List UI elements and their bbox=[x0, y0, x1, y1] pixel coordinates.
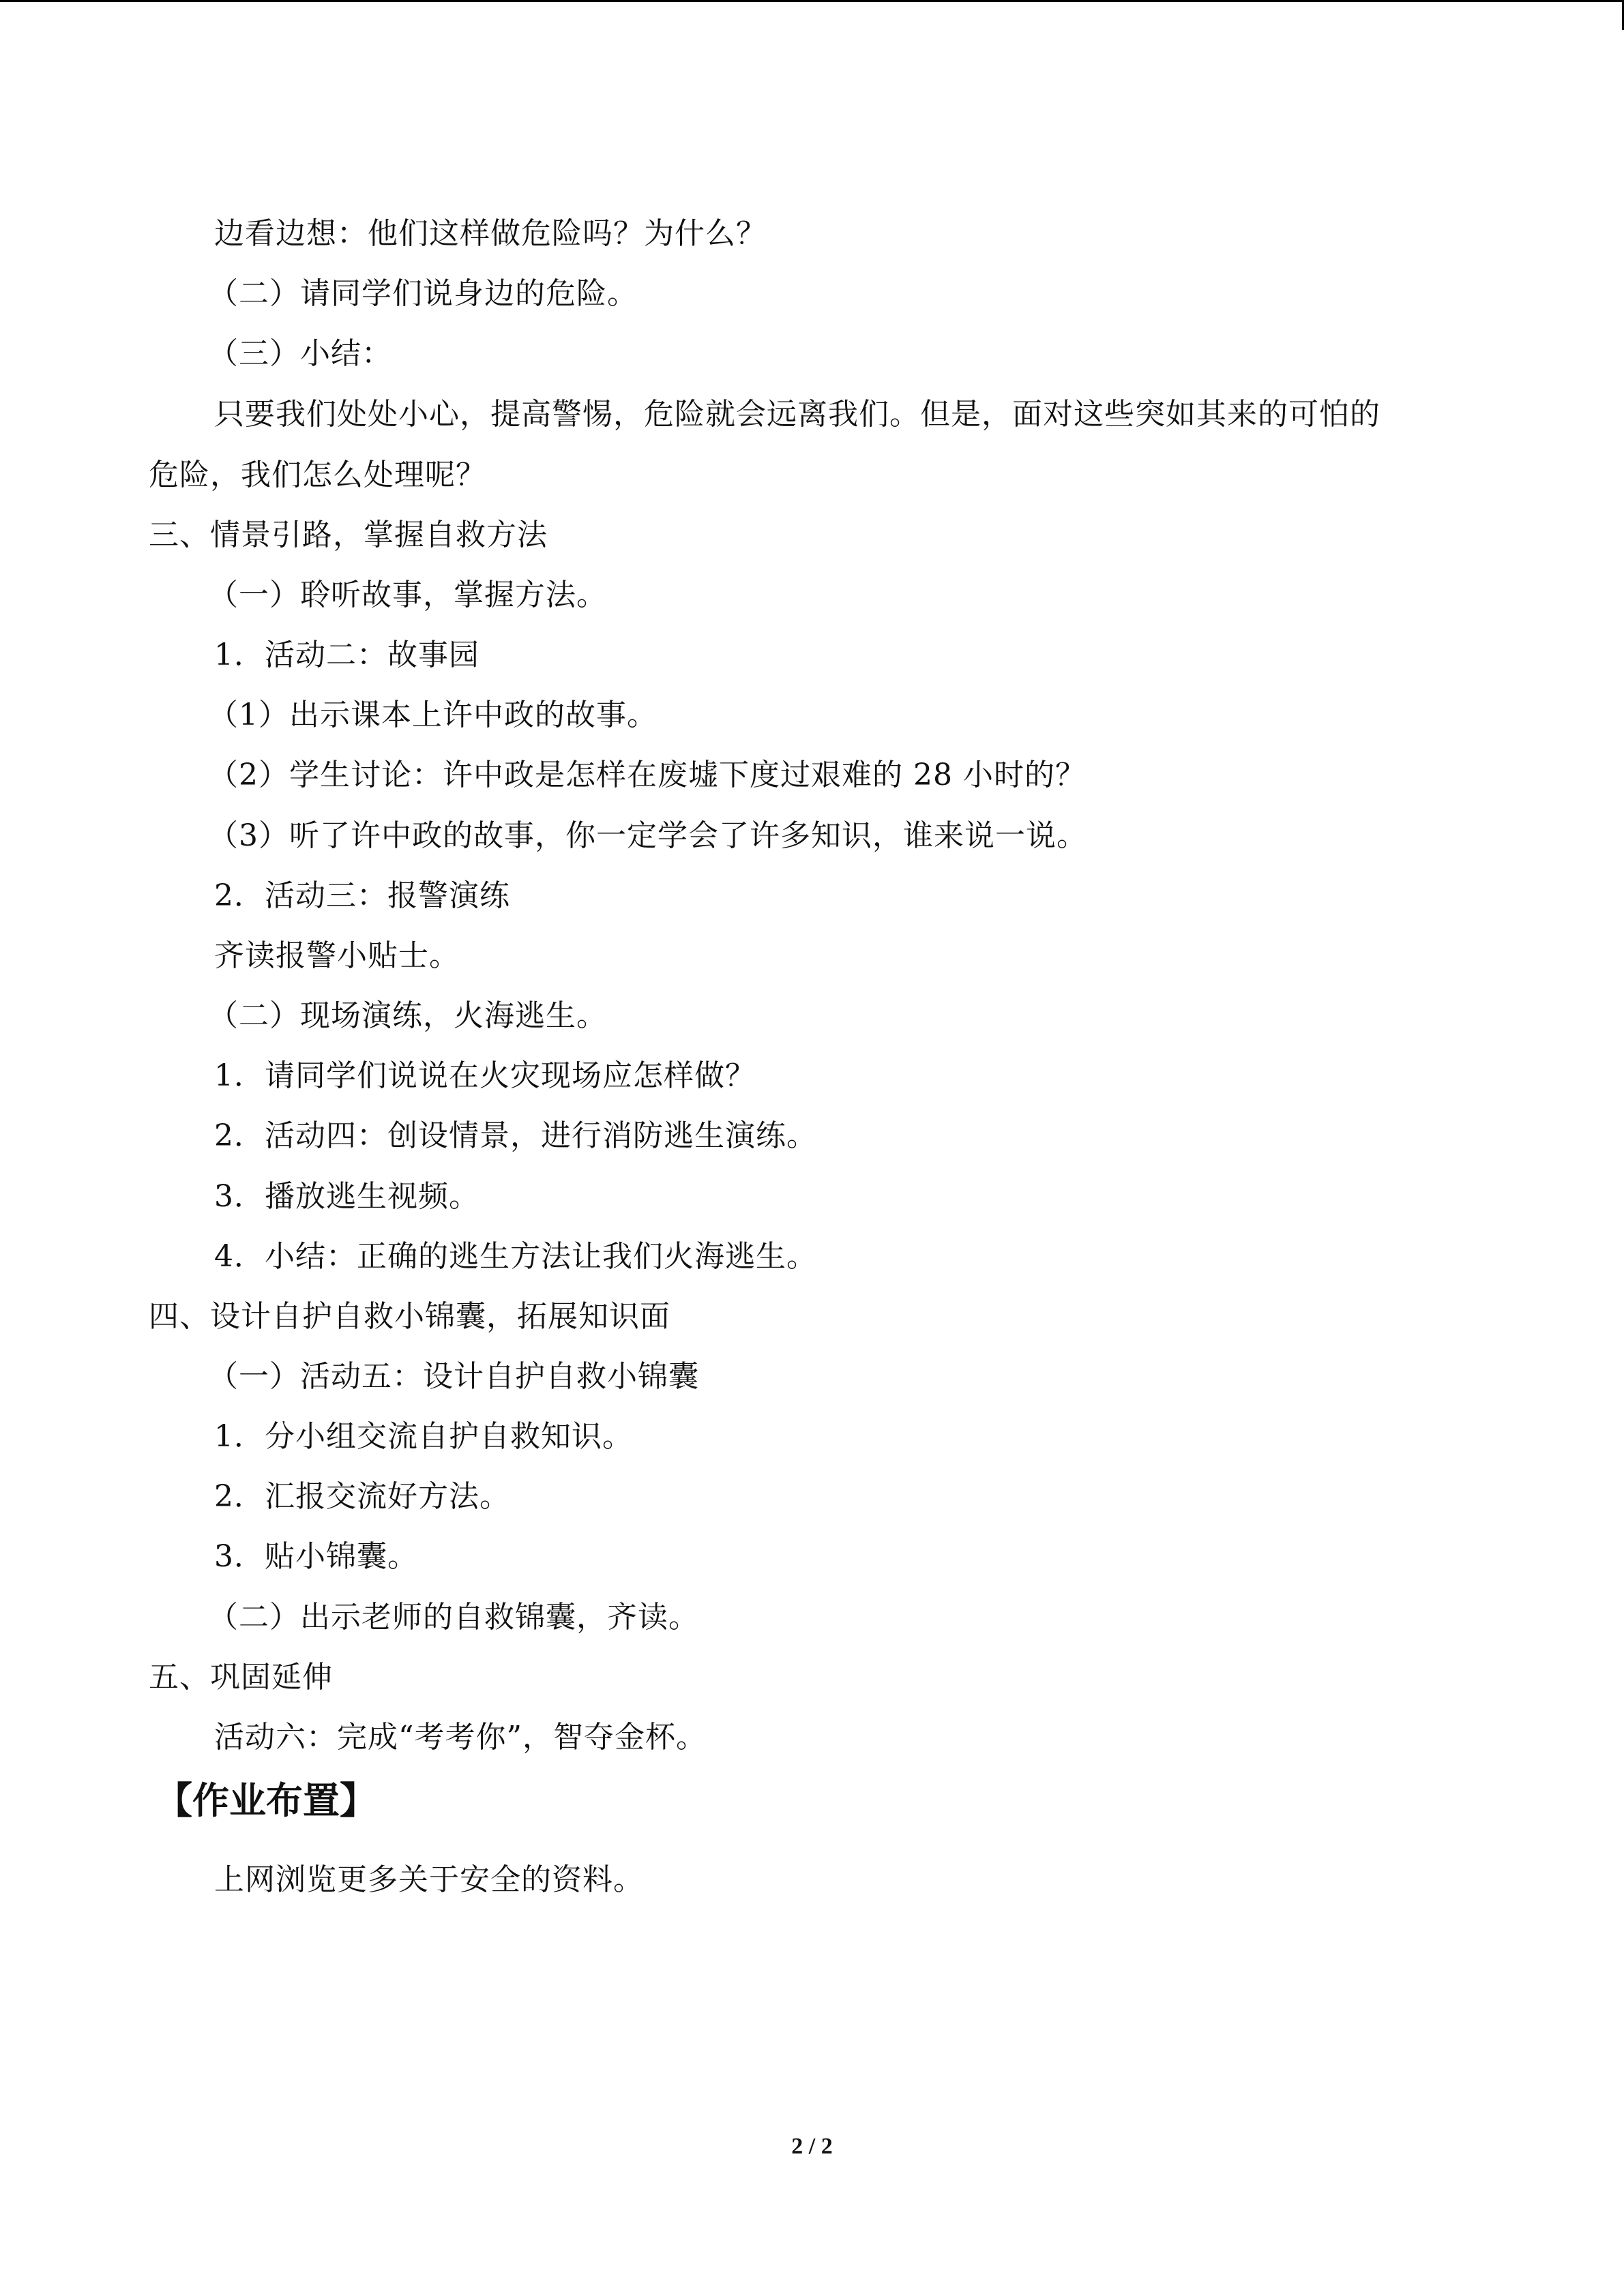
text-line: （一）活动五：设计自护自救小锦囊 bbox=[208, 1359, 699, 1394]
text-line: （二）现场演练，火海逃生。 bbox=[208, 998, 607, 1033]
homework-heading: 【作业布置】 bbox=[156, 1779, 377, 1822]
homework-text: 上网浏览更多关于安全的资料。 bbox=[214, 1862, 644, 1897]
text-line: 1．请同学们说说在火灾现场应怎样做？ bbox=[214, 1058, 756, 1093]
text-line: 2．汇报交流好方法。 bbox=[214, 1479, 510, 1514]
text-line: （1）出示课本上许中政的故事。 bbox=[208, 698, 658, 732]
text-line: （2）学生讨论：许中政是怎样在废墟下度过艰难的 28 小时的？ bbox=[208, 758, 1086, 792]
text-line: 4．小结：正确的逃生方法让我们火海逃生。 bbox=[214, 1239, 817, 1274]
text-line: （二）请同学们说身边的危险。 bbox=[208, 276, 638, 311]
text-line: 2．活动四：创设情景，进行消防逃生演练。 bbox=[214, 1118, 817, 1153]
text-line: （3）听了许中政的故事，你一定学会了许多知识，谁来说一说。 bbox=[208, 818, 1087, 853]
text-line: 3．播放逃生视频。 bbox=[214, 1179, 479, 1214]
section-heading: 五、巩固延伸 bbox=[149, 1660, 333, 1695]
section-heading: 三、情景引路，掌握自救方法 bbox=[149, 518, 548, 552]
text-line: 1．分小组交流自护自救知识。 bbox=[214, 1419, 633, 1454]
text-line: 3．贴小锦囊。 bbox=[214, 1539, 418, 1574]
text-line: 边看边想：他们这样做危险吗？为什么？ bbox=[214, 216, 767, 251]
text-line: （三）小结： bbox=[208, 336, 392, 371]
section-heading: 四、设计自护自救小锦囊，拓展知识面 bbox=[149, 1299, 670, 1334]
page-number: 2 / 2 bbox=[791, 2134, 833, 2159]
text-line: 活动六：完成“考考你”，智夺金杯。 bbox=[214, 1720, 707, 1755]
text-line: （二）出示老师的自救锦囊，齐读。 bbox=[208, 1600, 699, 1635]
text-line: 只要我们处处小心，提高警惕，危险就会远离我们。但是，面对这些突如其来的可怕的 bbox=[214, 397, 1381, 432]
text-line: 2．活动三：报警演练 bbox=[214, 878, 510, 913]
text-line: 危险，我们怎么处理呢？ bbox=[149, 458, 486, 492]
text-line: 齐读报警小贴士。 bbox=[214, 938, 460, 973]
top-border bbox=[0, 0, 1624, 2]
text-line: 1．活动二：故事园 bbox=[214, 638, 479, 672]
text-line: （一）聆听故事，掌握方法。 bbox=[208, 578, 607, 612]
